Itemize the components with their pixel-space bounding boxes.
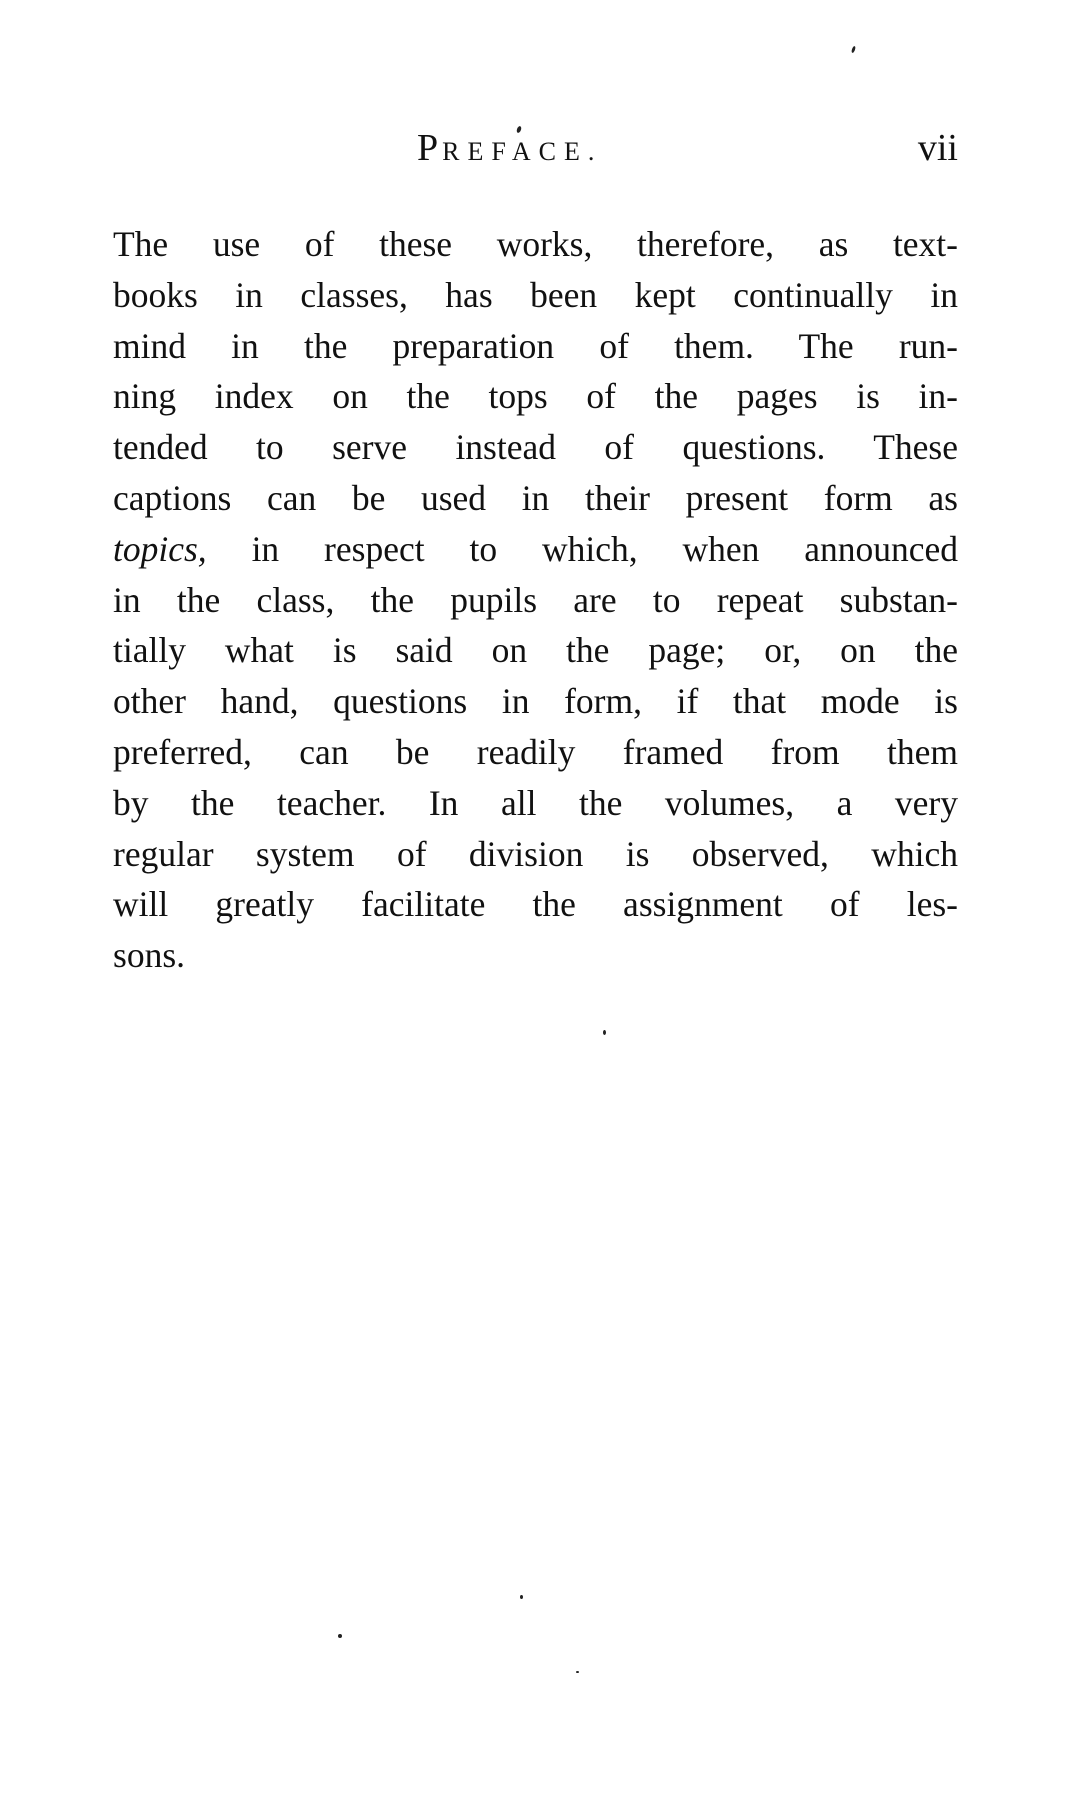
running-title-initial: P — [417, 127, 443, 169]
body-line: mind in the preparation of them. The run- — [113, 325, 958, 366]
body-line: books in classes, has been kept continually in — [113, 274, 958, 315]
body-line: regular system of division is observed, which — [113, 833, 958, 874]
scan-speck — [576, 1671, 579, 1673]
body-line: in the class, the pupils are to repeat substan- — [113, 579, 958, 620]
body-line: other hand, questions in form, if that mode is — [113, 681, 958, 722]
scan-speck — [851, 46, 856, 54]
italic-term: topics, — [113, 528, 207, 569]
body-line: tended to serve instead of questions. These — [113, 427, 958, 468]
body-line-rest: in respect to which, when announced — [206, 528, 958, 569]
running-title — [417, 128, 602, 172]
page-number: vii — [917, 127, 958, 169]
body-line: captions can be used in their present form as — [113, 477, 958, 518]
body-line: preferred, can be readily framed from them — [113, 731, 958, 772]
running-head — [113, 128, 958, 178]
body-line: by the teacher. In all the volumes, a very — [113, 782, 958, 823]
body-line: The use of these works, therefore, as text- — [113, 224, 958, 264]
body-line: tially what is said on the page; or, on the — [113, 630, 958, 671]
body-line — [113, 524, 958, 575]
scan-speck — [338, 1634, 342, 1638]
body-line: sons. — [113, 935, 186, 976]
scan-speck — [520, 1595, 523, 1599]
body-line: ning index on the tops of the pages is in- — [113, 376, 958, 417]
body-line: will greatly facilitate the assignment of les- — [113, 884, 958, 925]
scan-speck — [603, 1030, 606, 1035]
body-paragraph — [113, 219, 958, 981]
running-title-rest: REFACE. — [442, 137, 603, 166]
